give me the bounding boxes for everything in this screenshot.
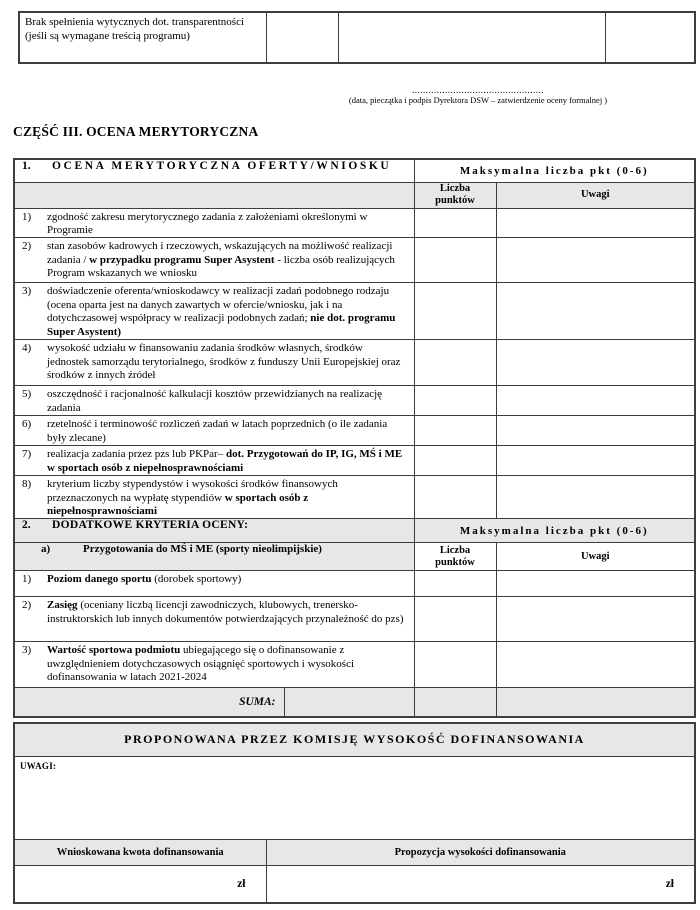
criterion-row: [14, 446, 695, 476]
row-number: 6): [22, 418, 32, 431]
section2-max-points-label: Maksymalna liczba pkt (0-6): [414, 519, 695, 543]
criterion-text: Wartość sportowa podmiotu ubiegającego się o dofinansowanie z uwzględnieniem dotychczasowych osiągnięć sportowych i wysokości dofinansowania w latach 2021-2024: [47, 644, 355, 684]
criterion-row: [14, 340, 695, 386]
remarks-cell: [496, 446, 695, 476]
row-number: 3): [22, 644, 32, 657]
section1-title-cell: [14, 159, 414, 182]
section1-rows: [14, 208, 695, 519]
remarks-cell: [496, 571, 695, 597]
remarks-cell: [496, 208, 695, 238]
formal-criteria-table-fragment: [18, 11, 696, 64]
criterion-text: wysokość udziału w finansowaniu zadania środków własnych, środków jednostek samorządu terytorialnego, środków z funduszy Unii Europejskiej oraz środków z innych źródeł: [47, 342, 401, 382]
criterion-row: [14, 283, 695, 340]
remarks-column-header: Uwagi: [496, 182, 695, 208]
points-cell: [414, 283, 496, 340]
section1-subheader-row: [14, 182, 695, 208]
amount-headers-row: [14, 839, 695, 865]
criterion-row: [14, 476, 695, 519]
criterion-cell: [14, 476, 414, 519]
subsection-title-cell: [14, 543, 414, 571]
remarks-cell: [496, 416, 695, 446]
section1-max-points-label: Maksymalna liczba pkt (0-6): [414, 159, 695, 182]
requested-amount-header: Wnioskowana kwota dofinansowania: [14, 839, 266, 865]
criterion-text: kryterium liczby stypendystów i wysokości środków finansowych przeznaczonych na wypłatę stypendiów w sportach osób z niepełnosprawnościami: [47, 478, 338, 517]
points-column-header: Liczba punktów: [414, 543, 496, 571]
points-cell: [414, 446, 496, 476]
uwagi-cell: [14, 756, 695, 839]
subsection-letter: a): [41, 543, 51, 556]
proposed-amount-cell: zł: [266, 865, 695, 903]
criterion-cell: [14, 208, 414, 238]
row-number: 3): [22, 285, 32, 298]
remarks-cell: [496, 386, 695, 416]
signature-block: [288, 86, 668, 106]
suma-row: [14, 688, 695, 717]
empty-header-cell: [14, 182, 414, 208]
points-cell: [414, 386, 496, 416]
criterion-row: [14, 597, 695, 642]
points-column-header: Liczba punktów: [414, 182, 496, 208]
criterion-text: doświadczenie oferenta/wnioskodawcy w realizacji zadań podobnego rodzaju (ocena oparta jest na danych zawartych w ofercie/wniosku, jak i na dotychczasowej współpracy w realizacji podobnych zadań; nie dot. programu Super Asystent): [47, 285, 396, 338]
points-cell: [414, 416, 496, 446]
proposal-title: PROPONOWANA PRZEZ KOMISJĘ WYSOKOŚĆ DOFINANSOWANIA: [14, 723, 695, 756]
criterion-row: [14, 386, 695, 416]
section1-header-row: [14, 159, 695, 182]
row-number: 1): [22, 210, 32, 223]
proposed-funding-table: [13, 722, 696, 904]
criterion-row: [14, 642, 695, 688]
requested-amount-cell: zł: [14, 865, 266, 903]
section2-subheader-row: [14, 543, 695, 571]
section1-number: 1.: [22, 160, 31, 172]
criterion-text: rzetelność i terminowość rozliczeń zadań w latach poprzednich (o ile zadania były zlecane): [47, 418, 388, 444]
criterion-cell: [14, 571, 414, 597]
row-number: 4): [22, 342, 32, 355]
amount-values-row: [14, 865, 695, 903]
remarks-cell: [496, 476, 695, 519]
criterion-cell: [14, 446, 414, 476]
subsection-title: Przygotowania do MŚ i ME (sporty nieolimpijskie): [83, 543, 322, 556]
remarks-cell: [496, 597, 695, 642]
section2-header-row: [14, 519, 695, 543]
merit-assessment-table: [13, 158, 696, 718]
signature-caption: (data, pieczątka i podpis Dyrektora DSW – zatwierdzenie oceny formalnej ): [348, 95, 608, 105]
criterion-cell: [14, 597, 414, 642]
suma-remarks-cell: [496, 688, 695, 717]
criterion-cell: [14, 340, 414, 386]
points-cell: [414, 238, 496, 283]
section2-title-cell: [14, 519, 414, 543]
criterion-row: [14, 416, 695, 446]
section1-title: OCENA MERYTORYCZNA OFERTY/WNIOSKU: [52, 160, 392, 172]
proposal-title-row: [14, 723, 695, 756]
criterion-cell: [14, 238, 414, 283]
criterion-cell: [14, 416, 414, 446]
criterion-text: Zasięg (oceniany liczbą licencji zawodniczych, klubowych, trenersko-instruktorskich lub innych dokumentów potwierdzających przynależność do pzs): [47, 599, 404, 625]
criterion-text: oszczędność i racjonalność kalkulacji kosztów przewidzianych na realizację zadania: [47, 388, 383, 414]
criterion-text: stan zasobów kadrowych i rzeczowych, wskazujących na możliwość realizacji zadania / w przypadku programu Super Asystent - liczba osób realizujących Program wskazanych we wniosku: [47, 240, 395, 280]
criterion-cell: [14, 642, 414, 688]
points-cell: [414, 340, 496, 386]
suma-value-cell: [284, 688, 414, 717]
uwagi-row: [14, 756, 695, 839]
points-cell: [414, 642, 496, 688]
criterion-row: [14, 238, 695, 283]
table-row: [19, 12, 695, 63]
criterion-cell: Brak spełnienia wytycznych dot. transparentności (jeśli są wymagane treścią programu): [19, 12, 266, 63]
criterion-row: [14, 571, 695, 597]
suma-points-cell: [414, 688, 496, 717]
points-cell: [605, 12, 695, 63]
row-number: 1): [22, 573, 32, 586]
section2-title: DODATKOWE KRYTERIA OCENY:: [52, 519, 249, 532]
points-cell: [414, 571, 496, 597]
points-cell: [414, 476, 496, 519]
remarks-cell: [496, 238, 695, 283]
row-number: 2): [22, 240, 32, 253]
points-cell: [414, 208, 496, 238]
row-number: 5): [22, 388, 32, 401]
uwagi-label: UWAGI:: [20, 760, 57, 771]
criterion-text: realizacja zadania przez pzs lub PKPar– dot. Przygotowań do IP, IG, MŚ i ME w sportach osób z niepełnosprawnościami: [47, 448, 403, 474]
row-number: 8): [22, 478, 32, 491]
remarks-cell: [496, 642, 695, 688]
section2-number: 2.: [22, 519, 31, 532]
criterion-cell: [14, 386, 414, 416]
signature-dotted-line: ................................................: [412, 85, 544, 95]
suma-label-cell: SUMA:: [14, 688, 284, 717]
remarks-cell: [496, 283, 695, 340]
remarks-column-header: Uwagi: [496, 543, 695, 571]
row-number: 7): [22, 448, 32, 461]
criterion-cell: [14, 283, 414, 340]
part-heading: CZĘŚĆ III. OCENA MERYTORYCZNA: [13, 124, 259, 139]
points-cell: [414, 597, 496, 642]
row-number: 2): [22, 599, 32, 612]
criterion-row: [14, 208, 695, 238]
remarks-cell: [338, 12, 605, 63]
criterion-text: Poziom danego sportu (dorobek sportowy): [47, 573, 242, 586]
proposed-amount-header: Propozycja wysokości dofinansowania: [266, 839, 695, 865]
section2-rows: [14, 571, 695, 688]
criterion-text: zgodność zakresu merytorycznego zadania z założeniami określonymi w Programie: [47, 210, 368, 236]
remarks-cell: [496, 340, 695, 386]
check-cell: [266, 12, 338, 63]
